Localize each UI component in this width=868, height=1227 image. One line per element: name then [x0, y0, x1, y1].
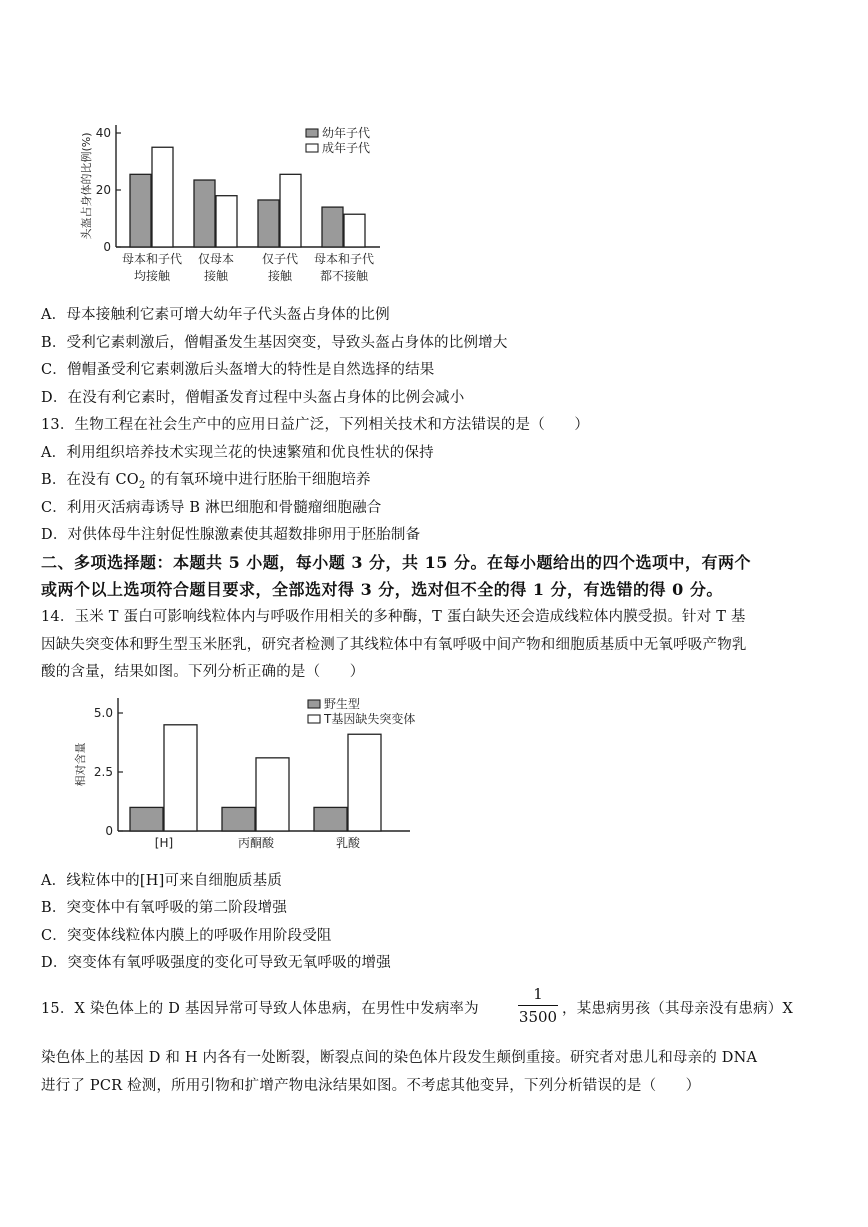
legend-swatch [306, 129, 318, 137]
q15-stem-line1-pre: 15．X 染色体上的 D 基因异常可导致人体患病，在男性中发病率为 [41, 1001, 479, 1017]
fraction-denominator: 3500 [518, 1008, 558, 1026]
q13-option-b: B．在没有 $CO_2$ 的有氧环境中进行胚胎干细胞培养 [41, 472, 371, 491]
category-label: [H] [154, 836, 174, 850]
category-label: 乳酸 [335, 836, 361, 850]
category-label: 母本和子代 [313, 252, 375, 266]
q14-option-d: D．突变体有氧呼吸强度的变化可导致无氧呼吸的增强 [41, 955, 391, 971]
q13-option-d: D．对供体母牛注射促性腺激素使其超数排卵用于胚胎制备 [41, 527, 421, 543]
q13-option-a: A．利用组织培养技术实现兰花的快速繁殖和优良性状的保持 [41, 445, 434, 461]
bar-series-1 [194, 180, 215, 247]
bar-series-1 [222, 807, 255, 831]
y-tick-label: 5.0 [93, 706, 113, 720]
category-label: 仅母本 [197, 252, 235, 266]
incidence-fraction [518, 985, 558, 1026]
category-label: 都不接触 [319, 269, 369, 283]
q12-option-d: D．在没有利它素时，僧帽蚤发育过程中头盔占身体的比例会减小 [41, 390, 465, 406]
bar-series-2 [164, 725, 197, 831]
q13-stem: 13．生物工程在社会生产中的应用日益广泛，下列相关技术和方法错误的是（ ） [41, 417, 590, 433]
q15-stem-line3: 进行了 PCR 检测，所用引物和扩增产物电泳结果如图。不考虑其他变异，下列分析错误的是（ ） [41, 1078, 701, 1094]
category-label: 均接触 [133, 269, 171, 283]
bar-series-2 [152, 147, 173, 247]
y-tick-label: 2.5 [93, 765, 113, 779]
y-axis-label: 头盔占身体的比例(%) [80, 132, 93, 240]
bar-series-1 [130, 174, 151, 247]
bar-series-2 [280, 174, 301, 247]
q14-stem-line1: 14．玉米 T 蛋白可影响线粒体内与呼吸作用相关的多种酶，T 蛋白缺失还会造成线粒体内膜受损。针对 T 基 [41, 609, 746, 625]
category-label: 丙酮酸 [237, 836, 275, 850]
q12-option-c: C．僧帽蚤受利它素刺激后头盔增大的特性是自然选择的结果 [41, 362, 435, 378]
y-tick-label: 40 [95, 126, 111, 140]
bar-series-1 [130, 807, 163, 831]
relative-content-bar-chart [70, 690, 440, 860]
q12-option-b: B．受利它素刺激后，僧帽蚤发生基因突变，导致头盔占身体的比例增大 [41, 335, 508, 351]
q14-option-c: C．突变体线粒体内膜上的呼吸作用阶段受阻 [41, 928, 332, 944]
legend-label: 野生型 [324, 697, 361, 711]
y-tick-label: 0 [105, 824, 113, 838]
q12-option-a: A．母本接触利它素可增大幼年子代头盔占身体的比例 [41, 307, 390, 323]
category-label: 母本和子代 [121, 252, 183, 266]
y-tick-label: 20 [95, 183, 111, 197]
bar-series-1 [258, 200, 279, 247]
bar-series-1 [314, 807, 347, 831]
legend-label: T基因缺失突变体 [324, 712, 416, 726]
bar-series-2 [348, 734, 381, 831]
q14-stem-line2: 因缺失突变体和野生型玉米胚乳，研究者检测了其线粒体中有氧呼吸中间产物和细胞质基质中无氧呼吸产物乳 [41, 637, 747, 653]
head-ratio-bar-chart [70, 115, 430, 290]
bar-series-2 [256, 758, 289, 831]
y-tick-label: 0 [103, 240, 111, 254]
category-label: 接触 [267, 269, 293, 283]
category-label: 仅子代 [261, 252, 299, 266]
legend-swatch [308, 715, 320, 723]
y-axis-label: 相对含量 [74, 742, 87, 787]
bar-series-2 [216, 196, 237, 247]
bar-series-2 [344, 214, 365, 247]
q14-stem-line3: 酸的含量，结果如图。下列分析正确的是（ ） [41, 664, 365, 680]
legend-label: 幼年子代 [322, 126, 371, 140]
section2-heading-line1: 二、多项选择题：本题共 5 小题，每小题 3 分，共 15 分。在每小题给出的四个选项中，有两个 [41, 553, 751, 572]
fraction-bar [518, 1005, 558, 1006]
category-label: 接触 [203, 269, 229, 283]
q15-stem-line1-post: ，某患病男孩（其母亲没有患病）X [562, 1001, 794, 1017]
q13-option-c: C．利用灭活病毒诱导 B 淋巴细胞和骨髓瘤细胞融合 [41, 500, 382, 516]
fraction-numerator: 1 [533, 985, 543, 1003]
legend-swatch [308, 700, 320, 708]
q14-option-a: A．线粒体中的[H]可来自细胞质基质 [41, 873, 283, 889]
q14-option-b: B．突变体中有氧呼吸的第二阶段增强 [41, 900, 288, 916]
section2-heading-line2: 或两个以上选项符合题目要求，全部选对得 3 分，选对但不全的得 1 分，有选错的得 0 分。 [41, 580, 723, 599]
q15-stem-line2: 染色体上的基因 D 和 H 内各有一处断裂，断裂点间的染色体片段发生颠倒重接。研究者对患儿和母亲的 DNA [41, 1050, 758, 1066]
bar-series-1 [322, 207, 343, 247]
legend-swatch [306, 144, 318, 152]
legend-label: 成年子代 [322, 141, 371, 155]
